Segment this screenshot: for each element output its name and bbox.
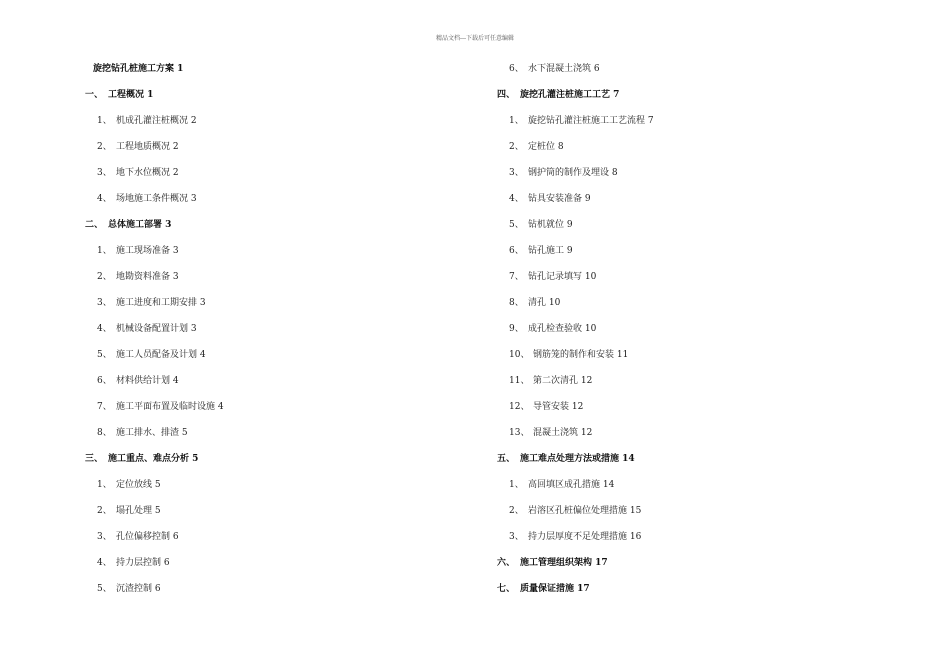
- toc-left-column: [85, 63, 485, 609]
- toc-entry: [85, 141, 485, 167]
- toc-entry: [85, 479, 485, 505]
- toc-entry-text: 定位放线 5: [116, 480, 161, 490]
- toc-entry-number: 9、: [509, 324, 524, 334]
- toc-entry-text: 总体施工部署 3: [108, 220, 172, 230]
- toc-entry-text: 钻孔施工 9: [528, 246, 573, 256]
- toc-entry-number: 7、: [509, 272, 524, 282]
- toc-entry: [497, 349, 897, 375]
- toc-entry-number: 6、: [509, 246, 524, 256]
- toc-entry-text: 施工平面布置及临时设施 4: [116, 402, 224, 412]
- toc-entry-number: 5、: [97, 584, 112, 594]
- toc-entry-text: 高回填区成孔措施 14: [528, 480, 615, 490]
- toc-entry-number: 5、: [509, 220, 524, 230]
- toc-entry-number: 10、: [509, 350, 530, 360]
- toc-section-heading: [85, 219, 485, 245]
- toc-entry-text: 钻机就位 9: [528, 220, 573, 230]
- toc-entry: [497, 531, 897, 557]
- toc-entry-text: 旋挖孔灌注桩施工工艺 7: [520, 90, 620, 100]
- toc-entry: [85, 401, 485, 427]
- page-header: 精品文档---下载后可任意编辑: [435, 35, 515, 42]
- toc-entry-number: 4、: [509, 194, 524, 204]
- toc-entry-number: 1、: [509, 116, 524, 126]
- toc-entry-text: 持力层厚度不足处理措施 16: [528, 532, 642, 542]
- toc-entry: [85, 245, 485, 271]
- toc-entry-number: 1、: [97, 116, 112, 126]
- toc-entry-text: 导管安装 12: [533, 402, 584, 412]
- toc-entry-text: 钻孔记录填写 10: [528, 272, 597, 282]
- toc-entry-number: 13、: [509, 428, 530, 438]
- toc-entry-number: 3、: [97, 168, 112, 178]
- toc-entry-text: 旋挖钻孔灌注桩施工工艺流程 7: [528, 116, 654, 126]
- toc-entry-text: 塌孔处理 5: [116, 506, 161, 516]
- toc-entry-text: 第二次清孔 12: [533, 376, 593, 386]
- toc-entry: [85, 505, 485, 531]
- toc-section-heading: [497, 453, 897, 479]
- toc-entry: [497, 297, 897, 323]
- toc-entry: [85, 557, 485, 583]
- toc-entry-number: 五、: [497, 454, 516, 464]
- toc-entry-text: 施工人员配备及计划 4: [116, 350, 206, 360]
- toc-entry-number: 六、: [497, 558, 516, 568]
- toc-entry: [85, 349, 485, 375]
- toc-entry-text: 旋挖钻孔桩施工方案 1: [93, 64, 184, 74]
- toc-entry-number: 1、: [97, 480, 112, 490]
- toc-entry-text: 场地施工条件概况 3: [116, 194, 197, 204]
- toc-entry: [497, 115, 897, 141]
- toc-entry: [497, 375, 897, 401]
- toc-entry-number: 4、: [97, 324, 112, 334]
- toc-entry-text: 施工管理组织架构 17: [520, 558, 608, 568]
- toc-entry-number: 4、: [97, 194, 112, 204]
- toc-entry-number: 二、: [85, 220, 104, 230]
- toc-entry-text: 钢护筒的制作及埋设 8: [528, 168, 618, 178]
- toc-entry-text: 水下混凝土浇筑 6: [528, 64, 600, 74]
- toc-entry-text: 钻具安装准备 9: [528, 194, 591, 204]
- toc-entry: [85, 297, 485, 323]
- toc-entry-number: 5、: [97, 350, 112, 360]
- toc-section-heading: [85, 89, 485, 115]
- toc-entry: [85, 167, 485, 193]
- toc-entry: [497, 271, 897, 297]
- toc-entry-number: 3、: [97, 532, 112, 542]
- toc-entry-text: 机械设备配置计划 3: [116, 324, 197, 334]
- toc-entry: [85, 193, 485, 219]
- toc-entry-number: 2、: [509, 142, 524, 152]
- toc-entry-number: 七、: [497, 584, 516, 594]
- toc-entry-text: 地下水位概况 2: [116, 168, 179, 178]
- toc-entry: [497, 167, 897, 193]
- toc-entry: [85, 531, 485, 557]
- toc-entry: [85, 427, 485, 453]
- toc-entry: [85, 375, 485, 401]
- toc-entry-number: 2、: [509, 506, 524, 516]
- toc-entry: [497, 479, 897, 505]
- toc-entry-number: 四、: [497, 90, 516, 100]
- toc-entry-number: 7、: [97, 402, 112, 412]
- toc-document-title: [85, 63, 485, 89]
- toc-entry-text: 孔位偏移控制 6: [116, 532, 179, 542]
- toc-entry: [497, 219, 897, 245]
- toc-entry-number: 1、: [509, 480, 524, 490]
- toc-entry: [85, 583, 485, 609]
- toc-section-heading: [497, 557, 897, 583]
- toc-entry-number: 8、: [509, 298, 524, 308]
- toc-entry-number: 6、: [97, 376, 112, 386]
- toc-entry: [497, 427, 897, 453]
- toc-entry-text: 钢筋笼的制作和安装 11: [533, 350, 629, 360]
- toc-entry: [497, 63, 897, 89]
- toc-section-heading: [85, 453, 485, 479]
- toc-entry-number: 3、: [97, 298, 112, 308]
- toc-entry-number: 一、: [85, 90, 104, 100]
- toc-entry-text: 混凝土浇筑 12: [533, 428, 593, 438]
- toc-entry-text: 施工进度和工期安排 3: [116, 298, 206, 308]
- toc-entry-number: 11、: [509, 376, 530, 386]
- toc-entry: [497, 401, 897, 427]
- toc-entry: [497, 141, 897, 167]
- toc-entry-number: 8、: [97, 428, 112, 438]
- toc-entry-text: 成孔检查验收 10: [528, 324, 597, 334]
- toc-entry-number: 1、: [97, 246, 112, 256]
- toc-entry-number: 2、: [97, 142, 112, 152]
- toc-entry-text: 材料供给计划 4: [116, 376, 179, 386]
- toc-entry: [497, 323, 897, 349]
- toc-entry-number: 三、: [85, 454, 104, 464]
- toc-entry: [497, 193, 897, 219]
- toc-right-column: [497, 63, 897, 609]
- toc-entry-text: 质量保证措施 17: [520, 584, 590, 594]
- toc-entry: [85, 323, 485, 349]
- toc-entry-number: 4、: [97, 558, 112, 568]
- toc-section-heading: [497, 583, 897, 609]
- toc-entry-number: 3、: [509, 168, 524, 178]
- toc-entry-text: 定桩位 8: [528, 142, 564, 152]
- toc-entry-text: 施工难点处理方法或措施 14: [520, 454, 635, 464]
- toc-entry: [85, 115, 485, 141]
- toc-entry-text: 清孔 10: [528, 298, 561, 308]
- toc-entry-number: 2、: [97, 272, 112, 282]
- toc-entry-text: 岩溶区孔桩偏位处理措施 15: [528, 506, 642, 516]
- toc-entry: [85, 271, 485, 297]
- toc-entry-text: 施工重点、难点分析 5: [108, 454, 199, 464]
- toc-entry-number: 12、: [509, 402, 530, 412]
- toc-entry-text: 持力层控制 6: [116, 558, 170, 568]
- toc-entry: [497, 505, 897, 531]
- toc-entry: [497, 245, 897, 271]
- toc-section-heading: [497, 89, 897, 115]
- toc-entry-text: 沉渣控制 6: [116, 584, 161, 594]
- toc-entry-number: 6、: [509, 64, 524, 74]
- toc-entry-text: 施工排水、排渣 5: [116, 428, 188, 438]
- toc-entry-text: 地勘资料准备 3: [116, 272, 179, 282]
- toc-entry-text: 施工现场准备 3: [116, 246, 179, 256]
- toc-entry-text: 机成孔灌注桩概况 2: [116, 116, 197, 126]
- toc-entry-text: 工程地质概况 2: [116, 142, 179, 152]
- toc-entry-number: 2、: [97, 506, 112, 516]
- toc-entry-number: 3、: [509, 532, 524, 542]
- toc-entry-text: 工程概况 1: [108, 90, 154, 100]
